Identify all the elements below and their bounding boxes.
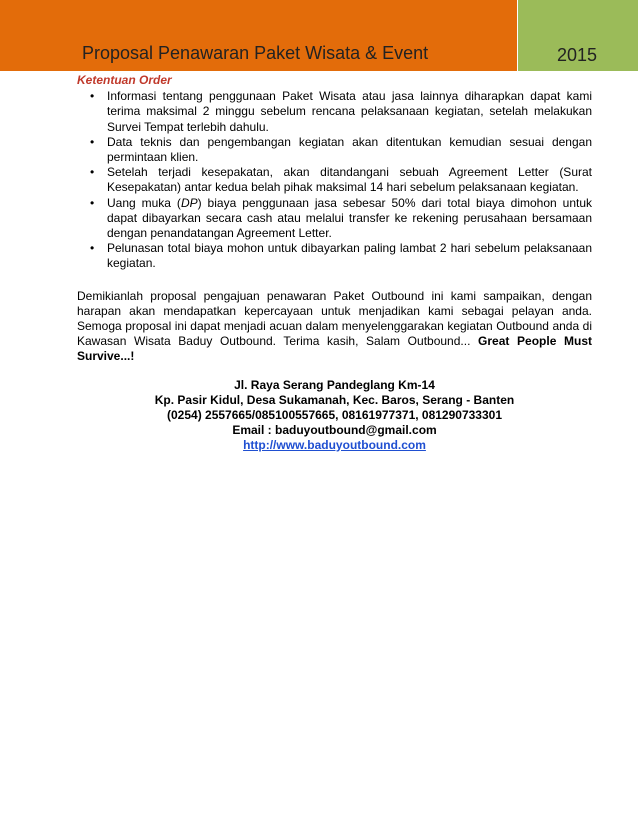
section-heading-ketentuan-order: Ketentuan Order [77,73,172,87]
closing-text: Demikianlah proposal pengajuan penawaran Paket Outbound ini kami sampaikan, dengan harapan akan mendapatkan kepercayaan untuk menjadikan kami sebagai pelayan anda. Semoga proposal ini dapat menjadi acuan dalam menyelenggarakan kegiatan Outbound anda di Kawasan Wisata Baduy Outbound. Terima kasih, Salam Outbound... [77,288,592,349]
contact-phones: (0254) 2557665/085100557665, 08161977371, 081290733301 [167,407,502,422]
closing-paragraph [77,289,592,365]
order-terms-list [77,89,592,271]
contact-street: Jl. Raya Serang Pandeglang Km-14 [234,377,435,392]
document-year: 2015 [557,45,598,65]
list-item [77,135,592,165]
bullet-icon: • [90,241,95,256]
list-item [77,241,592,271]
contact-area: Kp. Pasir Kidul, Desa Sukamanah, Kec. Baros, Serang - Banten [154,392,515,407]
list-item-text: Data teknis dan pengembangan kegiatan akan ditentukan kemudian sesuai dengan permintaan klien. [107,134,592,165]
list-item-text: Setelah terjadi kesepakatan, akan ditandangani sebuah Agreement Letter (Surat Kesepakatan) antar kedua belah pihak maksimal 14 hari sebelum pelaksanaan kegiatan. [107,165,592,195]
contact-block [77,378,592,453]
list-item [77,165,592,195]
list-item-text-start: Uang muka ( [107,195,181,210]
list-item-text-end: ) biaya penggunaan jasa sebesar 50% dari total biaya dimohon untuk dapat dibayarkan secara cash atau melalui transfer ke rekening perusahaan bersamaan dengan penandatangan Agreement Letter. [107,195,593,241]
list-item-text: Informasi tentang penggunaan Paket Wisata atau jasa lainnya diharapkan dapat kami terima maksimal 2 minggu sebelum rencana pelaksanaan kegiatan, setelah melakukan Survei Tempat terlebih dahulu. [107,89,592,134]
bullet-icon: • [90,165,95,180]
contact-email: Email : baduyoutbound@gmail.com [232,422,437,437]
list-item-text-italic: DP [180,195,198,210]
page-content [77,73,592,453]
list-item [77,89,592,135]
website-link[interactable]: http://www.baduyoutbound.com [243,437,426,452]
document-title: Proposal Penawaran Paket Wisata & Event [82,43,429,63]
bullet-icon: • [90,134,95,149]
closing-tagline: Great People Must Survive...! [77,334,593,364]
bullet-icon: • [90,89,95,104]
list-item-text: Pelunasan total biaya mohon untuk dibayarkan paling lambat 2 hari sebelum pelaksanaan kegiatan. [107,241,592,271]
bullet-icon: • [90,195,95,210]
list-item [77,196,592,242]
